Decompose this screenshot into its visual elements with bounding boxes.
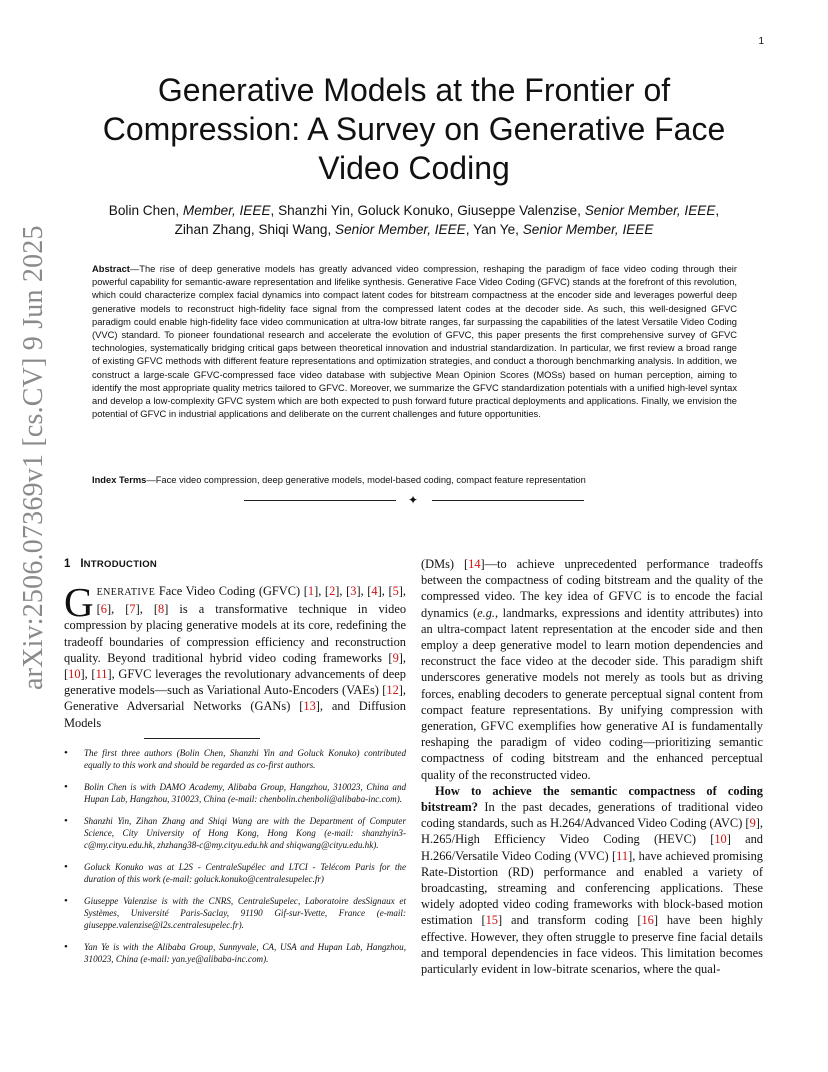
citation-link[interactable]: 13 <box>303 699 316 714</box>
index-terms <box>92 474 737 487</box>
author-role: Senior Member, IEEE <box>522 221 654 237</box>
body-text: In the past decades, generations of traditional video coding standards, such as H.264/Advanced Video Coding (AVC) [ <box>421 800 763 831</box>
citation-link[interactable]: 11 <box>95 667 108 682</box>
author-name: Goluck Konuko <box>357 203 450 218</box>
paper-title: Generative Models at the Frontier of Compression: A Survey on Generative Face Video Coding <box>102 72 726 186</box>
intro-paragraph: GENERATIVE Face Video Coding (GFVC) [1], [2], [3], [4], [5], [6], [7], [8] is a transformative technique in video compression by placing generative models at its core, redefining the tradeoff boundaries of compression efficiency and reconstruction quality. Beyond traditional hybrid video coding frameworks [9], [10], [11], GFVC leverages the revolutionary advancements of deep generative models—such as Variational Auto-Encoders (VAEs) [12], Generative Adversarial Networks (GANs) [13], and Diffusion Models <box>64 579 407 730</box>
author-name: Yan Ye <box>473 221 516 237</box>
body-paragraph <box>421 556 763 783</box>
abstract-label: Abstract <box>92 264 130 274</box>
author-name: Zihan Zhang <box>174 221 251 237</box>
citation-link[interactable]: 10 <box>714 832 727 847</box>
page-number: 1 <box>758 36 764 47</box>
footnote-item: • Bolin Chen is with DAMO Academy, Alibaba Group, Hangzhou, 310023, China and Hupan Lab, Hangzhou, 310023, China (e-mail: chenbolin.chenboli@alibaba-inc.com). <box>64 781 406 805</box>
diamond-separator-icon: ✦ <box>408 493 419 507</box>
author-role: Senior Member, IEEE <box>335 221 466 237</box>
citation-link[interactable]: 8 <box>158 602 165 617</box>
section-separator <box>244 492 584 508</box>
author-name: Shiqi Wang <box>258 221 328 237</box>
citation-link[interactable]: 11 <box>616 848 629 863</box>
citation-link[interactable]: 9 <box>392 650 399 665</box>
body-text-italic: e.g., <box>477 605 499 620</box>
author: Shiqi Wang, Senior Member, IEEE <box>258 221 466 237</box>
citation-link[interactable]: 5 <box>392 584 399 598</box>
intro-text: ], GFVC leverages the revolutionary advancements of deep generative models—such as Variational Auto-Encoders (VAEs) [ <box>64 667 406 698</box>
author: Bolin Chen, Member, IEEE <box>108 203 271 218</box>
body-paragraph <box>421 783 763 977</box>
author-role: Senior Member, IEEE <box>584 203 716 218</box>
citation-link[interactable]: 16 <box>641 913 654 928</box>
body-text: ] and transform coding [ <box>498 913 642 928</box>
citation-link[interactable]: 3 <box>350 584 357 598</box>
left-column <box>64 556 406 975</box>
author <box>175 222 251 237</box>
index-terms-label: Index Terms <box>92 475 147 485</box>
footnote-item: • Goluck Konuko was at L2S - CentraleSupélec and LTCI - Telécom Paris for the duration of this work (e-mail: goluck.konuko@centralesupelec.fr) <box>64 861 406 885</box>
footnote-rule <box>144 738 260 739</box>
run-in-heading: How to achieve the semantic compactness of coding bitstream? <box>421 783 763 815</box>
author: Yan Ye, Senior Member, IEEE <box>473 221 654 237</box>
author: Giuseppe Valenzise, Senior Member, IEEE <box>457 203 716 218</box>
citation-link[interactable]: 4 <box>371 584 378 598</box>
section-title-rest: NTRODUCTION <box>83 559 158 570</box>
citation-link[interactable]: 15 <box>485 913 498 928</box>
section-heading <box>64 556 406 573</box>
drop-cap: G <box>64 579 94 625</box>
footnote-list <box>64 747 406 965</box>
citation-link[interactable]: 6 <box>100 602 107 617</box>
author-name: Bolin Chen <box>108 203 176 218</box>
citation-link[interactable]: 2 <box>329 584 336 598</box>
body-text: landmarks, expressions and identity attributes) into an ultra-compact latent representation at the encoder side and then employ a deep generative model to learn motion dependencies and reconstruct the face video at the decoder side. This paradigm shift underscores generative models not merely as tools but as driving forces, enabling decoders to generate perceptual signal content from compact feature representations. By unifying compression with generation, GFVC exemplifies how generative AI is fundamentally reshaping the paradigm of video coding—prioritizing semantic compactness of coding bitstream and the enhanced perceptual quality of the reconstructed video. <box>421 605 763 782</box>
separator-rule-left <box>244 500 396 501</box>
separator-rule-right <box>432 500 584 501</box>
citation-link[interactable]: 9 <box>749 816 756 831</box>
citation-link[interactable]: 12 <box>386 683 399 698</box>
citation-link[interactable]: 1 <box>307 584 315 598</box>
author-list: Bolin Chen, Member, IEEE, Shanzhi Yin, Goluck Konuko, Giuseppe Valenzise, Senior Member, IEEE, Zihan Zhang, Shiqi Wang, Senior Member, IEEE, Yan Ye, Senior Member, IEEE <box>108 203 720 237</box>
body-text: ], have achieved promising Rate-Distortion (RD) performance and enabled a variety of broadcasting, streaming and conferencing applications. These widely adopted video coding frameworks with block-based motion estimation [ <box>421 848 764 928</box>
citation-link[interactable]: 7 <box>129 602 136 617</box>
intro-text: ], Generative Adversarial Networks (GANs) [ <box>64 683 406 714</box>
footnote-item: • Giuseppe Valenzise is with the CNRS, CentraleSupelec, Laboratoire desSignaux et Systèmes, Université Paris-Saclay, 91190 Gif-sur-Yvette, France (e-mail: giuseppe.valenzise@l2s.centralesupelec.fr). <box>64 895 406 931</box>
section-number: 1 <box>64 558 71 570</box>
abstract-text: —The rise of deep generative models has greatly advanced video compression, reshaping the paradigm of face video coding through their powerful capability for semantic-aware representation and lifelike synthesis. Generative Face Video Coding (GFVC) stands at the forefront of this revolution, which could characterize complex facial dynamics into compact latent codes for bitstream compactness at the encoder side and leverages powerful deep generative models to reconstruct high-fidelity face signal from the compressed latent codes at the decoder side. As such, this well-designed GFVC paradigm could enable high-fidelity face video communication at ultra-low bitrate ranges, far surpassing the capabilities of the latest Versatile Video Coding (VVC) standard. To pioneer foundational research and accelerate the evolution of GFVC, this paper presents the first comprehensive survey of GFVC technologies, systematically bridging critical gaps between theoretical innovation and industrial standardization. In particular, we first review a broad range of existing GFVC methods with different feature representations and optimization strategies, and conduct a thorough benchmarking analysis. In addition, we construct a large-scale GFVC-compressed face video database with subjective Mean Opinion Scores (MOSs) based on human perception, aiming to identify the most appropriate quality metrics tailored to GFVC. Moreover, we summarize the GFVC standardization potentials with a unified high-level syntax and develop a low-complexity GFVC system which are both expected to push forward future practical deployments and applications. Finally, we envision the potential of GFVC in industrial applications and deliberate on the current challenges and future opportunities. <box>92 264 737 420</box>
intro-text: ], and Diffusion Models <box>64 699 406 730</box>
body-text: ] and H.266/Versatile Video Coding (VVC) [ <box>421 832 763 863</box>
body-text: ] have been highly effective. However, they often struggle to preserve fine facial details and temporal dependencies in face videos. This limitation becomes particularly evident in low-bitrate scenarios, where the qual- <box>421 913 763 977</box>
author-role: Member, IEEE <box>182 203 271 218</box>
intro-text: Face Video Coding (GFVC) [ <box>155 584 308 598</box>
arxiv-identifier-text: arXiv:2506.07369v1 [cs.CV] 9 Jun 2025 <box>18 225 49 690</box>
footnote-item: • Yan Ye is with the Alibaba Group, Sunnyvale, CA, USA and Hupan Lab, Hangzhou, 310023, China (e-mail: yan.ye@alibaba-inc.com). <box>64 941 406 965</box>
intro-smallcaps: ENERATIVE <box>96 587 156 598</box>
intro-text: ] is a transformative technique in video compression by placing generative models at its core, redefining the tradeoff boundaries of compression efficiency and reconstruction quality. Beyond traditional hybrid video coding frameworks [ <box>64 602 407 665</box>
author-name: Giuseppe Valenzise <box>457 203 578 218</box>
author <box>278 203 350 218</box>
author <box>357 203 449 218</box>
citation-link[interactable]: 10 <box>68 667 81 682</box>
footnote-item: • Shanzhi Yin, Zihan Zhang and Shiqi Wang are with the Department of Computer Science, City University of Hong Kong, Hong Kong (e-mail: shanzhyin3-c@my.cityu.edu.hk, zhzhang38-c@my.cityu.edu.hk and shiqwang@cityu.edu.hk). <box>64 815 406 851</box>
citation-link[interactable]: 14 <box>468 557 481 571</box>
footnote-item: • The first three authors (Bolin Chen, Shanzhi Yin and Goluck Konuko) contributed equally to this work and should be regarded as co-first authors. <box>64 747 406 771</box>
body-text: ]—to achieve unprecedented performance tradeoffs between the compactness of coding bitstream and the quality of the compressed video. The key idea of GFVC is to encode the facial dynamics ( <box>421 557 764 620</box>
body-text: ], H.265/High Efficiency Video Coding (HEVC) [ <box>421 816 763 847</box>
right-column <box>421 556 763 977</box>
body-text: (DMs) [ <box>421 557 469 571</box>
index-terms-text: —Face video compression, deep generative models, model-based coding, compact feature representation <box>146 475 586 485</box>
section-title-initial: I <box>80 558 84 570</box>
author-name: Shanzhi Yin <box>278 203 350 218</box>
abstract <box>92 263 737 421</box>
